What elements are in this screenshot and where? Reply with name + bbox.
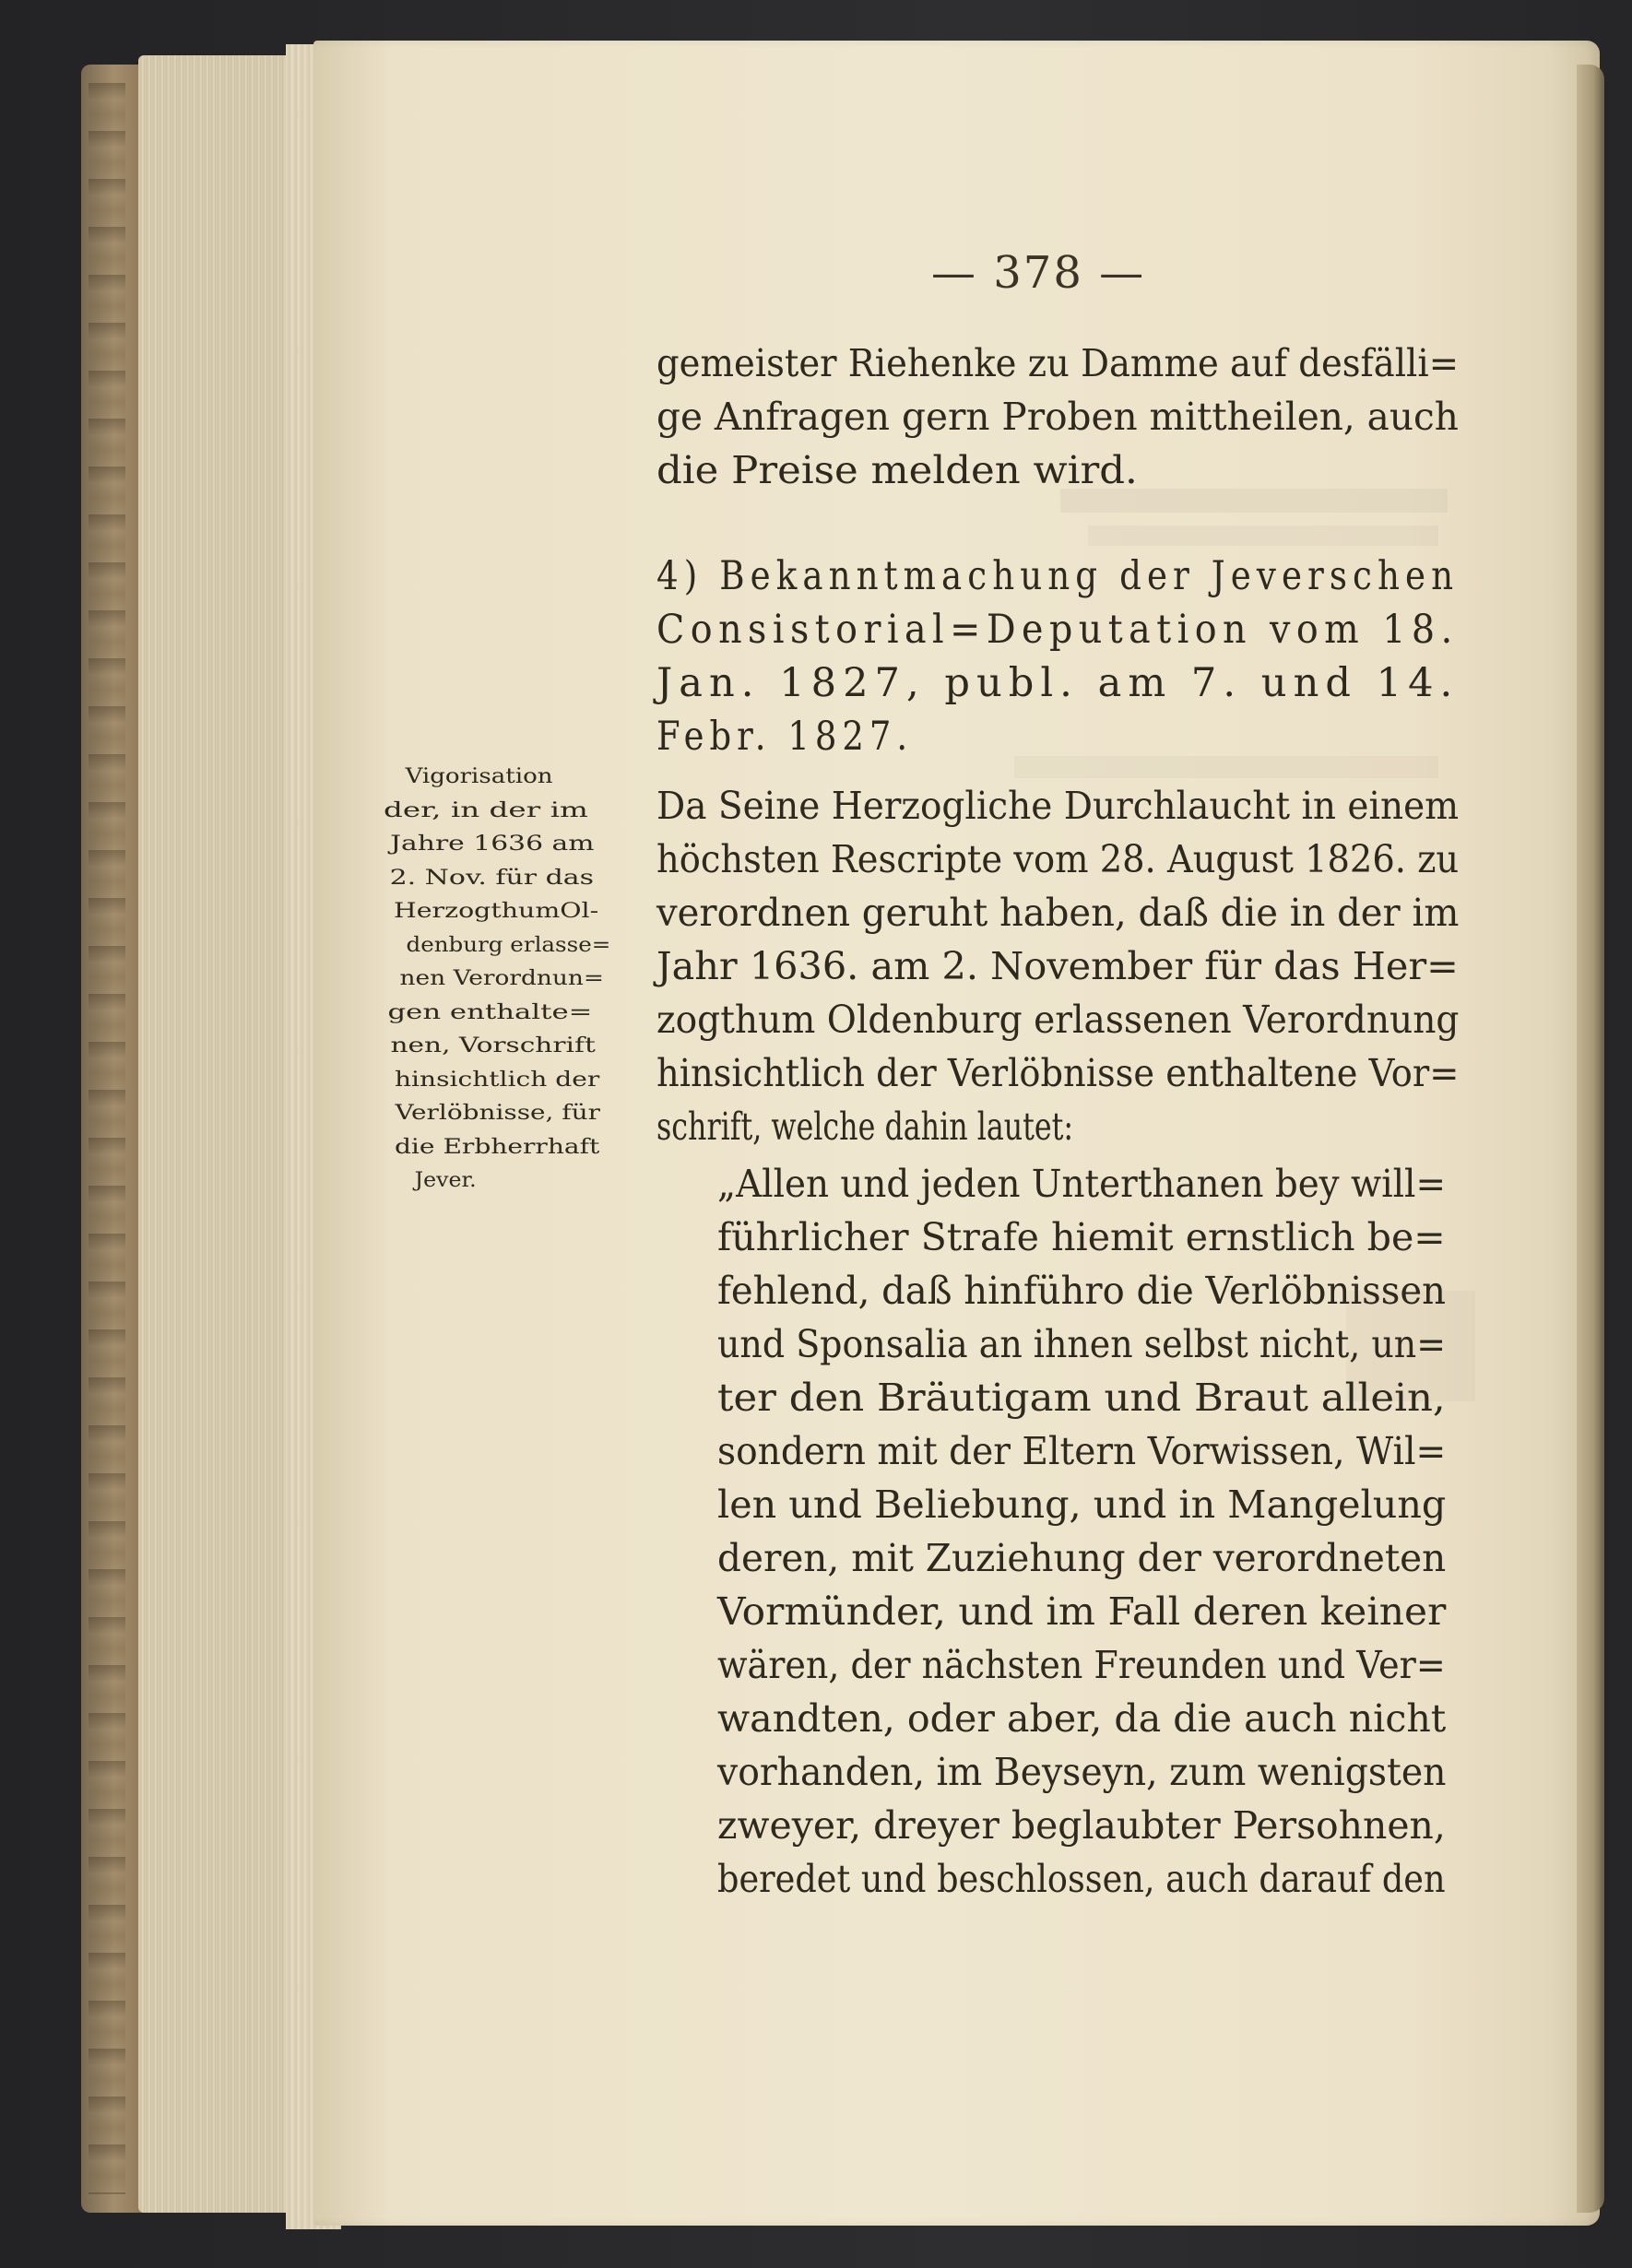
margin-note-line: Jahre 1636 am	[390, 833, 595, 856]
cover-texture	[89, 83, 125, 2194]
margin-note-line: die Erbherrhaft	[394, 1135, 600, 1159]
text-line: verordnen geruht haben, daß die in der im	[656, 891, 1460, 935]
heading-line: 4) Bekanntmachung der Jeverschen	[656, 553, 1460, 599]
margin-note-line: hinsichtlich der	[394, 1068, 600, 1092]
margin-note-line: Jever.	[414, 1169, 477, 1192]
show-through-2	[1088, 526, 1438, 546]
text-line: hinsichtlich der Verlöbnisse enthaltene Vor=	[656, 1051, 1460, 1095]
heading-line: Jan. 1827, publ. am 7. und 14.	[656, 660, 1460, 706]
text-line: ge Anfragen gern Proben mittheilen, auch	[656, 395, 1459, 439]
text-line: höchsten Rescripte vom 28. August 1826. zu	[656, 837, 1460, 881]
text-line: sondern mit der Eltern Vorwissen, Wil=	[717, 1429, 1447, 1473]
margin-note-line: gen enthalte=	[387, 1000, 593, 1024]
page-number: — 378 —	[931, 247, 1146, 299]
text-line: schrift, welche dahin lautet:	[656, 1104, 1074, 1149]
text-line: beredet und beschlossen, auch darauf den	[717, 1857, 1446, 1901]
text-line: vorhanden, im Beyseyn, zum wenigsten	[717, 1750, 1447, 1794]
margin-note-line: HerzogthumOl-	[393, 900, 599, 923]
text-line: ter den Bräutigam und Braut allein,	[717, 1376, 1446, 1420]
text-line: und Sponsalia an ihnen selbst nicht, un=	[717, 1322, 1447, 1366]
margin-note-line: Verlöbnisse, für	[395, 1102, 600, 1125]
margin-note-line: Vigorisation	[405, 765, 553, 788]
text-line: wandten, oder aber, da die auch nicht	[717, 1696, 1447, 1741]
text-line: Vormünder, und im Fall deren keiner	[717, 1589, 1447, 1634]
text-line: die Preise melden wird.	[656, 448, 1138, 492]
text-line: fehlend, daß hinführo die Verlöbnissen	[717, 1269, 1446, 1313]
heading-line: Consistorial=Deputation vom 18.	[656, 607, 1459, 653]
text-line: Jahr 1636. am 2. November für das Her=	[656, 944, 1459, 988]
text-line: zweyer, dreyer beglaubter Persohnen,	[717, 1803, 1446, 1848]
text-line: gemeister Riehenke zu Damme auf desfälli=	[656, 341, 1459, 385]
page-right-rim	[1577, 65, 1604, 2213]
heading-line: Febr. 1827.	[656, 714, 914, 760]
show-through-3	[1014, 756, 1438, 778]
text-line: Da Seine Herzogliche Durchlaucht in einem	[656, 784, 1460, 828]
margin-note-line: denburg erlasse=	[406, 933, 611, 957]
text-line: len und Beliebung, und in Mangelung	[717, 1482, 1447, 1527]
text-line: deren, mit Zuziehung der verordneten	[717, 1536, 1447, 1580]
text-line: wären, der nächsten Freunden und Ver=	[717, 1643, 1446, 1687]
margin-note-line: nen, Vorschrift	[390, 1034, 596, 1057]
text-line: „Allen und jeden Unterthanen bey will=	[717, 1162, 1447, 1206]
text-line: führlicher Strafe hiemit ernstlich be=	[717, 1215, 1446, 1259]
margin-note-line: der, in der im	[384, 798, 588, 822]
margin-note-line: nen Verordnun=	[399, 967, 605, 990]
margin-note-line: 2. Nov. für das	[389, 866, 595, 890]
text-line: zogthum Oldenburg erlassenen Verordnung	[656, 998, 1460, 1042]
